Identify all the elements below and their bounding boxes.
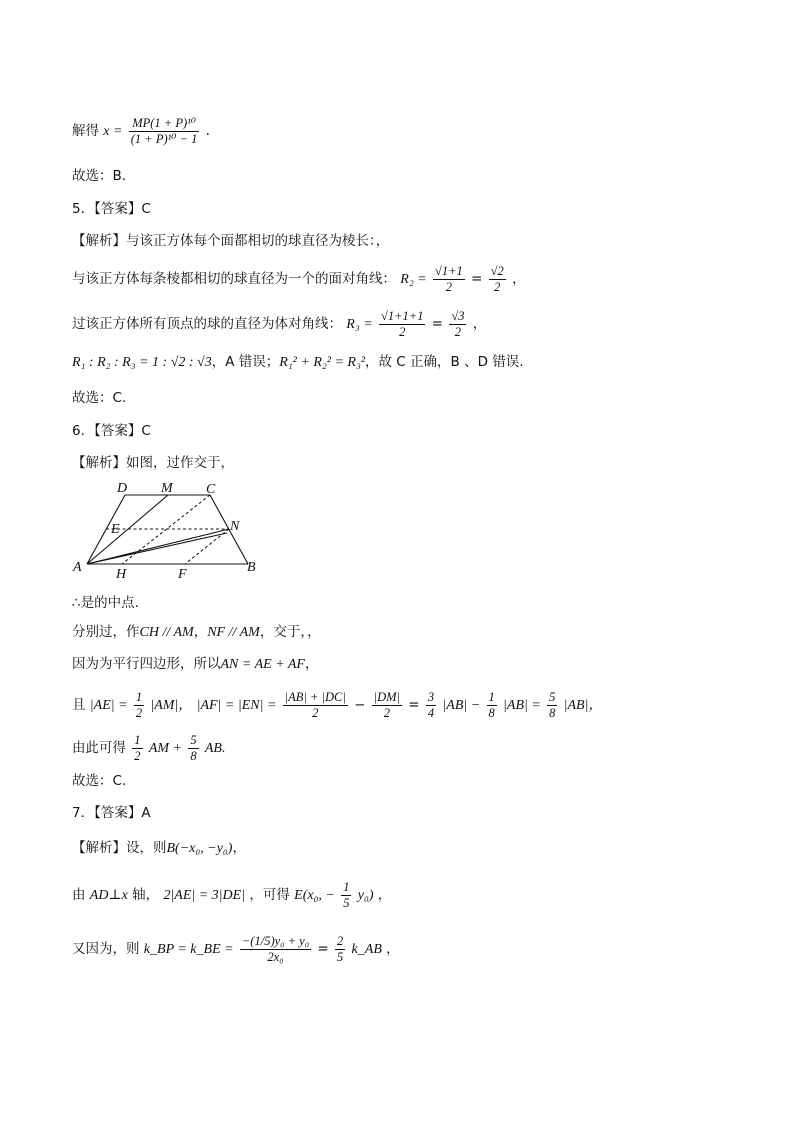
label-b: B: [247, 560, 256, 575]
fraction: $\frac{3}{4}$: [427, 690, 435, 720]
fraction: $\frac{1}{5}$: [343, 880, 350, 910]
analysis-line: 过该正方体所有顶点的球的直径为体对角线： R₃ = $\frac{√1+1+1}{2}$ = $\frac{√3}{2}$ ，: [72, 309, 487, 339]
label-f: F: [178, 567, 187, 582]
analysis-line: 因为为平行四边形，所以AN = AE + AF，: [72, 656, 319, 672]
label-a: A: [73, 560, 82, 575]
fraction: $\frac{\text{−(1/5)y₀ + y₀}}{\text{2x₀}}$: [241, 934, 310, 964]
analysis-line: 【解析】如图，过作交于，: [72, 455, 234, 471]
solution-result-line: 解得 x = $\frac{\text{MP(1 + P)¹⁰}}{\text{(1 + P)¹⁰ − 1}}$ .: [72, 116, 210, 146]
fraction: $\frac{1}{8}$: [488, 690, 495, 720]
fraction: $\frac{1}{2}$: [135, 690, 143, 720]
segment-an-2: [87, 533, 227, 564]
label-c: C: [206, 482, 216, 497]
answer-choice-line: 故选：C.: [72, 773, 127, 789]
analysis-line: 由 AD⊥x 轴， 2|AE| = 3|DE| ，可得 E(x₀, − $\frac{1}{5}$ y₀) ，: [72, 880, 392, 910]
analysis-line: 又因为，则 k_BP = k_BE = $\frac{\text{−(1/5)y₀ + y₀}}{\text{2x₀}}$ = $\frac{2}{5}$ k_AB ，: [72, 934, 400, 964]
analysis-line: R₁ : R₂ : R₃ = 1 : √2 : √3，A 错误；R₁² + R₂² = R₃²，故 C 正确，B 、D 错误.: [72, 354, 524, 370]
fraction: $\frac{1}{2}$: [134, 733, 141, 763]
label-n: N: [230, 519, 240, 534]
question-5-answer: 5．【答案】C: [72, 201, 151, 217]
fraction: $\frac{√1+1+1}{2}$: [380, 309, 424, 339]
answer-choice-line: 故选：B．: [72, 168, 136, 184]
analysis-line: ∴是的中点.: [72, 595, 139, 611]
fraction: $\frac{|AB| + |DC|}{2}$: [284, 690, 346, 720]
trapezoid-figure: [70, 478, 270, 583]
label-d: D: [117, 481, 128, 496]
fraction: $\frac{5}{8}$: [190, 733, 197, 763]
question-6-answer: 6．【答案】C: [72, 423, 151, 439]
fraction: $\frac{\text{MP(1 + P)¹⁰}}{\text{(1 + P)¹⁰ − 1}}$: [130, 116, 198, 146]
fraction: $\frac{√1+1}{2}$: [434, 264, 463, 294]
analysis-line: 与该正方体每条棱都相切的球直径为一个的面对角线： R₂ = $\frac{√1+1}{2}$ = $\frac{√2}{2}$ ，: [72, 264, 526, 294]
analysis-line: 分别过，作CH // AM，NF // AM，交于，，: [72, 624, 321, 640]
answer-choice-line: 故选：C.: [72, 390, 127, 406]
fraction: $\frac{2}{5}$: [337, 934, 344, 964]
label-m: M: [161, 481, 173, 496]
analysis-line: 【解析】设，则B(−x₀, −y₀)，: [72, 840, 246, 856]
fraction: $\frac{√2}{2}$: [490, 264, 504, 294]
fraction: $\frac{|DM|}{2}$: [373, 690, 400, 720]
label-e: E: [111, 522, 120, 537]
analysis-line: 【解析】与该正方体每个面都相切的球直径为棱长：，: [72, 233, 390, 249]
fraction: $\frac{5}{8}$: [549, 690, 556, 720]
analysis-line: 且 |AE| = $\frac{1}{2}$ |AM|， |AF| = |EN| = $\frac{|AB| + |DC|}{2}$ − $\frac{|DM|}{2}$ = $\frac{3}{4}$ |AB| − $\frac{1}{8}$ |AB| = $\frac{5}{8}$ |AB|，: [72, 690, 603, 720]
question-7-answer: 7．【答案】A: [72, 805, 151, 821]
label-h: H: [116, 567, 127, 582]
analysis-line: 由此可得 $\frac{1}{2}$ AM + $\frac{5}{8}$ AB.: [72, 733, 226, 763]
fraction: $\frac{√3}{2}$: [451, 309, 465, 339]
